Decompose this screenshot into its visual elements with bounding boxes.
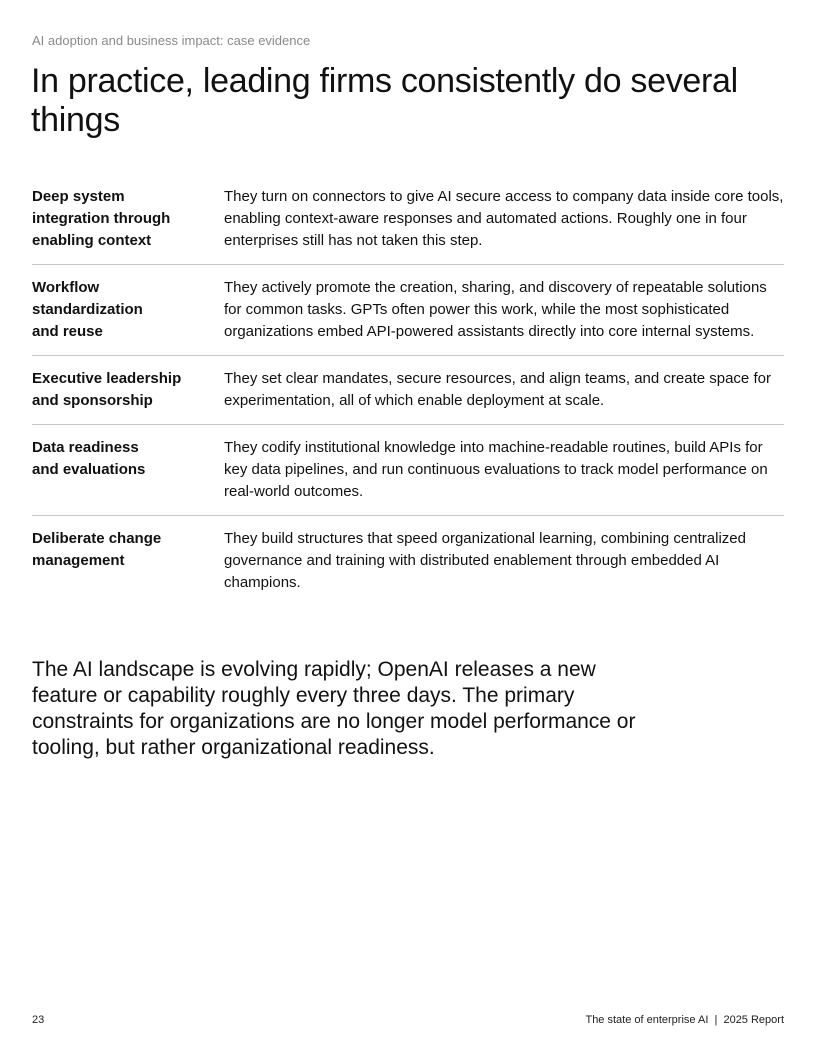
row-description: They set clear mandates, secure resources, and align teams, and create space for experimentation, all of which enable deployment at scale. (224, 370, 771, 409)
table-row (32, 425, 784, 516)
table-row (32, 265, 784, 356)
row-label: Executive leadership and sponsorship (32, 370, 182, 409)
practices-table (32, 186, 784, 606)
page-number: 23 (32, 1014, 45, 1026)
table-row (32, 516, 784, 606)
row-label: Workflow standardization and reuse (32, 279, 143, 340)
closing-paragraph: The AI landscape is evolving rapidly; OpenAI releases a new feature or capability roughly every three days. The primary constraints for organizations are no longer model performance or tooling, but rather organizational readiness. (32, 658, 636, 759)
table-row (32, 356, 784, 425)
report-title: The state of enterprise AI | 2025 Report (585, 1014, 784, 1026)
row-label: Deliberate change management (32, 530, 162, 569)
row-description: They build structures that speed organizational learning, combining centralized governance and training with distributed enablement through embedded AI champions. (224, 530, 746, 591)
row-description: They actively promote the creation, sharing, and discovery of repeatable solutions for common tasks. GPTs often power this work, while the most sophisticated organizations embed API-powered assistants directly into core internal systems. (224, 279, 767, 340)
row-description: They turn on connectors to give AI secure access to company data inside core tools, enabling context-aware responses and automated actions. Roughly one in four enterprises still has not taken this step. (224, 188, 784, 249)
table-row (32, 186, 784, 265)
section-eyebrow: AI adoption and business impact: case evidence (32, 33, 311, 48)
row-description: They codify institutional knowledge into machine-readable routines, build APIs for key data pipelines, and run continuous evaluations to track model performance on real-world outcomes. (224, 439, 768, 500)
row-label: Deep system integration through enabling context (32, 188, 171, 249)
row-label: Data readiness and evaluations (32, 439, 146, 478)
page-title: In practice, leading firms consistently do several things (31, 62, 738, 139)
